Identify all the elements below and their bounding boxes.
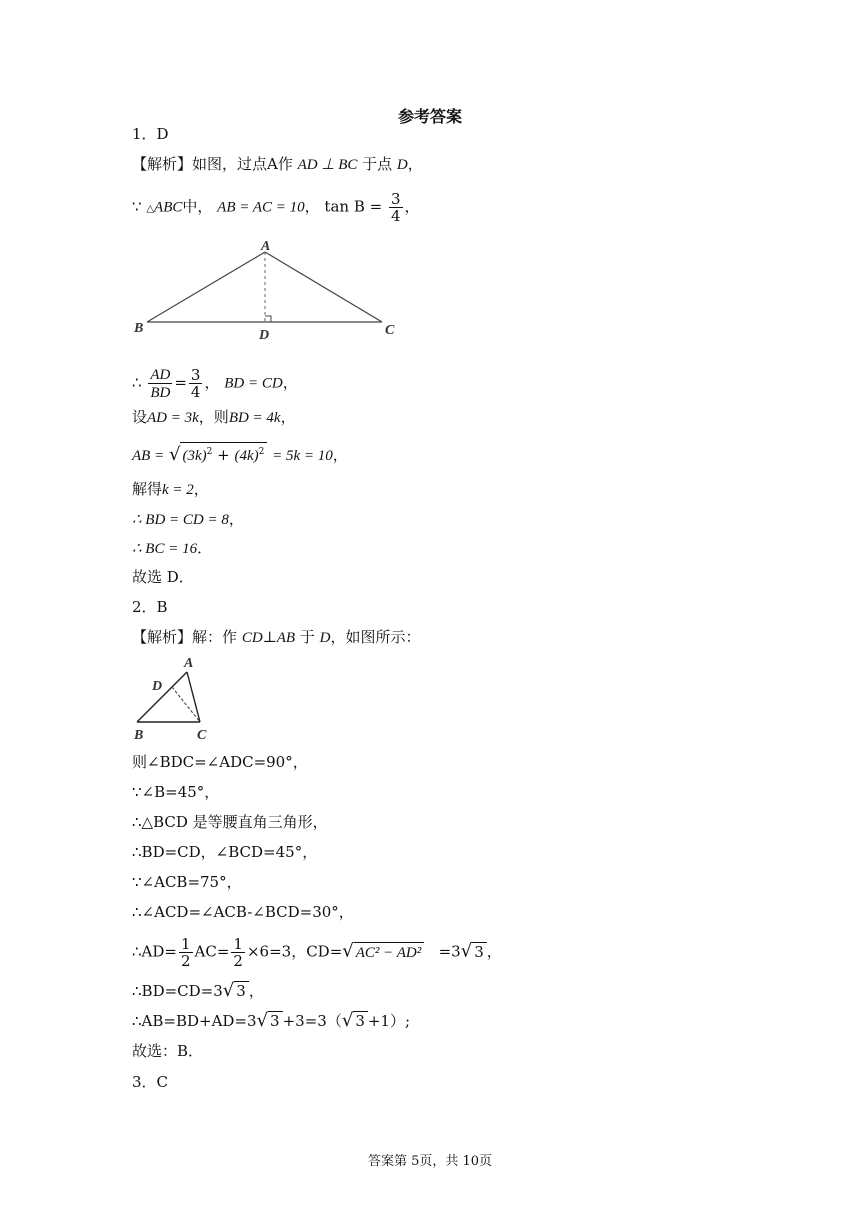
label-C2: C	[197, 728, 207, 743]
q2-line-2: ∵∠B=45°，	[132, 783, 220, 801]
tan-expr: tan B =	[324, 197, 383, 216]
label-A: A	[261, 239, 271, 254]
q2-line-1: 则∠BDC=∠ADC=90°，	[132, 753, 308, 771]
bd-4k: BD = 4k	[228, 410, 281, 426]
q2-line-8: ∴BD=CD=3√ 3 ，	[132, 980, 264, 1001]
fraction-half-b: $\frac{1}{2}$	[233, 935, 243, 970]
q2-analysis-line: 【解析】解：作 CD⊥AB 于 D，如图所示：	[132, 628, 421, 646]
because-symbol: ∵	[132, 197, 142, 216]
q1-solve-line: 解得k = 2，	[132, 480, 209, 498]
label-B2: B	[134, 728, 144, 743]
label-B: B	[134, 321, 144, 336]
label-C: C	[385, 323, 395, 338]
q2-line-6: ∴∠ACD=∠ACB-∠BCD=30°，	[132, 903, 354, 921]
label-D2: D	[152, 679, 163, 694]
sqrt-expression: $(3k)^2 + (4k)^2$	[180, 442, 267, 465]
q1-answer: 1．D	[132, 125, 169, 143]
fraction-3-4: $\frac{3}{4}$	[390, 190, 401, 225]
triangle-bdc-figure	[132, 652, 222, 744]
page-title: 参考答案	[397, 107, 462, 126]
bd-eq-cd: BD = CD	[224, 375, 283, 392]
label-A2: A	[184, 656, 194, 671]
q1-pythag-line: AB = √ $(3k)^2 + (4k)^2 = 5k = 10$，	[132, 444, 348, 465]
q2-line-5: ∵∠ACB=75°，	[132, 873, 242, 891]
analysis-tag: 【解析】	[132, 155, 193, 173]
analysis-tag: 【解析】	[132, 628, 193, 646]
q1-bd-line: ∴ BD = CD = 8，	[132, 510, 244, 528]
ab-result: = 5k = 10	[272, 448, 333, 464]
q2-answer: 2．B	[132, 598, 168, 616]
ad-3k: AD = 3k	[147, 410, 199, 426]
therefore-symbol: ∴	[132, 373, 142, 392]
fraction-half: $\frac{1}{2}$	[180, 935, 191, 970]
q2-line-7: ∴AD= $\frac{1}{2}$ AC= $\frac{1}{2}$ ×6=3，CD=√ AC² − AD² =3√ 3 ，	[132, 935, 502, 970]
q2-line-4: ∴BD=CD，∠BCD=45°，	[132, 843, 318, 861]
equal-sides: AB = AC = 10	[217, 199, 305, 216]
q2-conclusion: 故选：B．	[132, 1042, 204, 1060]
analysis-text: 如图，过点A作	[192, 155, 293, 173]
q2-line-3: ∴△BCD 是等腰直角三角形，	[132, 813, 328, 831]
k-value: k = 2	[162, 482, 194, 498]
q1-analysis-line: 【解析】如图，过点A作 AD ⊥ BC 于点 D，	[132, 155, 423, 173]
page-footer: 答案第 5页，共 10页	[367, 1154, 493, 1169]
q1-bc-line: ∴ BC = 16．	[132, 539, 213, 557]
q1-conclusion: 故选 D．	[132, 568, 194, 586]
sqrt-3: 3	[472, 942, 487, 961]
triangle-name: ABC	[154, 199, 183, 216]
fraction-ad-bd: $\frac{AD}{BD}$	[150, 367, 171, 401]
fraction-3-4-b: $\frac{3}{4}$	[190, 366, 201, 401]
q2-line-9: ∴AB=BD+AD=3√ 3 +3=3（√ 3 +1）;	[132, 1010, 411, 1031]
q1-let-line: 设AD = 3k，则BD = 4k，	[132, 408, 296, 426]
given-mid: 中，	[182, 197, 213, 216]
sqrt-ac-ad: AC² − AD²	[354, 942, 425, 962]
q3-answer: 3．C	[132, 1073, 169, 1091]
q1-given-line: ∵ △ABC中， AB = AC = 10， tan B = $\frac{3}{4}$ ，	[132, 190, 420, 225]
q1-ratio-line: ∴ $\frac{AD}{BD}$ = $\frac{3}{4}$ ， BD = CD，	[132, 366, 298, 401]
label-D: D	[259, 328, 270, 343]
triangle-abc-figure	[132, 236, 402, 344]
